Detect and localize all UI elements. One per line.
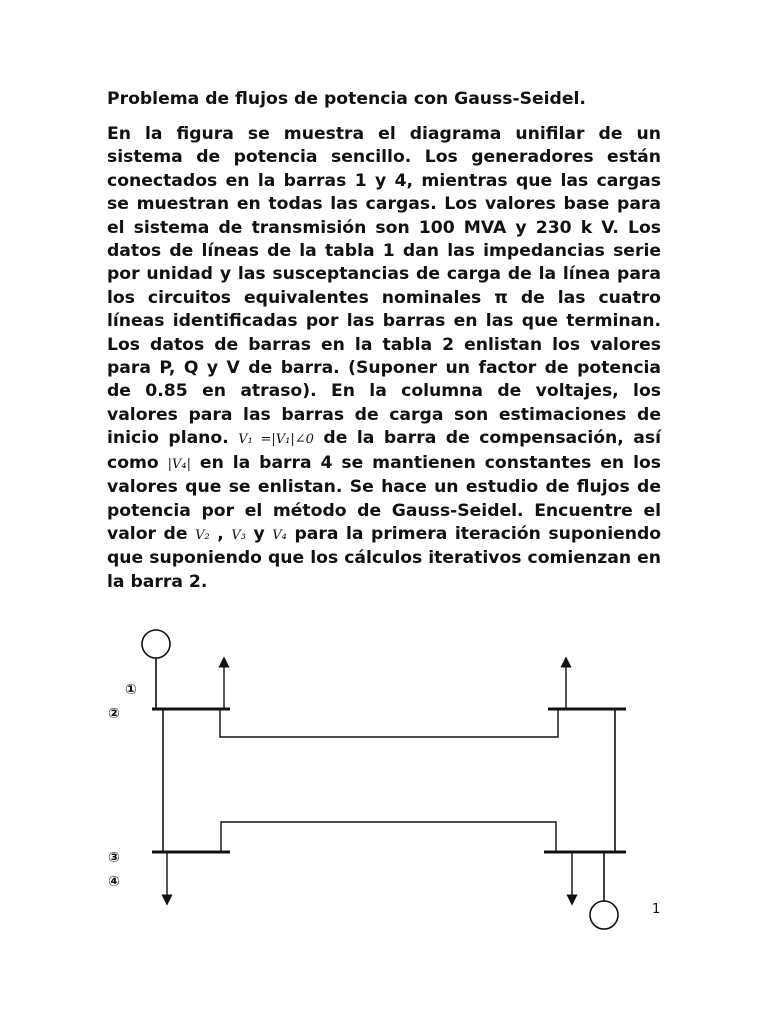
document-title: Problema de flujos de potencia con Gauss-Seidel. [107, 89, 586, 109]
equation-v1-slack: V₁ =|V₁|∠0 [238, 432, 314, 448]
equation-v2: V₂ [195, 527, 210, 543]
equation-v4-magnitude: |V₄| [167, 456, 191, 472]
bus-label-2: ② [108, 706, 120, 722]
generator-bus-4-icon [590, 901, 618, 929]
statement-part-1: En la figura se muestra el diagrama unifilar de un sistema de potencia sencillo. Los generadores están conectados en la barras 1 y 4, mientras que las cargas se muestran en todas las cargas. Los valores base para el sistema de transmisión son 100 MVA y 230 k V. Los datos de líneas de la tabla 1 dan las impedancias serie por unidad y las susceptancias de carga de la línea para los circuitos equivalentes nominales π de las cuatro líneas identificadas por las barras en las que terminan. Los datos de barras en la tabla 2 enlistan los valores para P, Q y V de barra. (Suponer un factor de potencia de 0.85 en atraso). En la columna de voltajes, los valores para las barras de carga son estimaciones de inicio plano. [107, 124, 661, 449]
equation-v4: V₄ [272, 527, 287, 543]
line-bus3-bus4 [221, 822, 556, 852]
page-number: 1 [652, 902, 661, 917]
statement-part-5: y [253, 523, 265, 544]
statement-part-2: de la barra de compensación, así como [107, 428, 662, 473]
problem-statement [107, 123, 661, 594]
statement-part-6: para la primera iteración suponiendo que suponiendo que los cálculos iterativos comienzan en la barra 2. [107, 523, 662, 592]
bus-label-4: ④ [108, 874, 120, 890]
bus-label-3: ③ [108, 850, 120, 866]
bus-label-1: ① [125, 682, 137, 698]
equation-v3: V₃ [231, 527, 246, 543]
statement-part-4: , [217, 523, 224, 544]
generator-bus-1-icon [142, 630, 170, 658]
statement-part-3: en la barra 4 se mantienen constantes en los valores que se enlistan. Se hace un estudio de flujos de potencia por el método de Gauss-Seidel. Encuentre el valor de [107, 452, 661, 544]
line-bus1-bus2 [220, 709, 558, 737]
